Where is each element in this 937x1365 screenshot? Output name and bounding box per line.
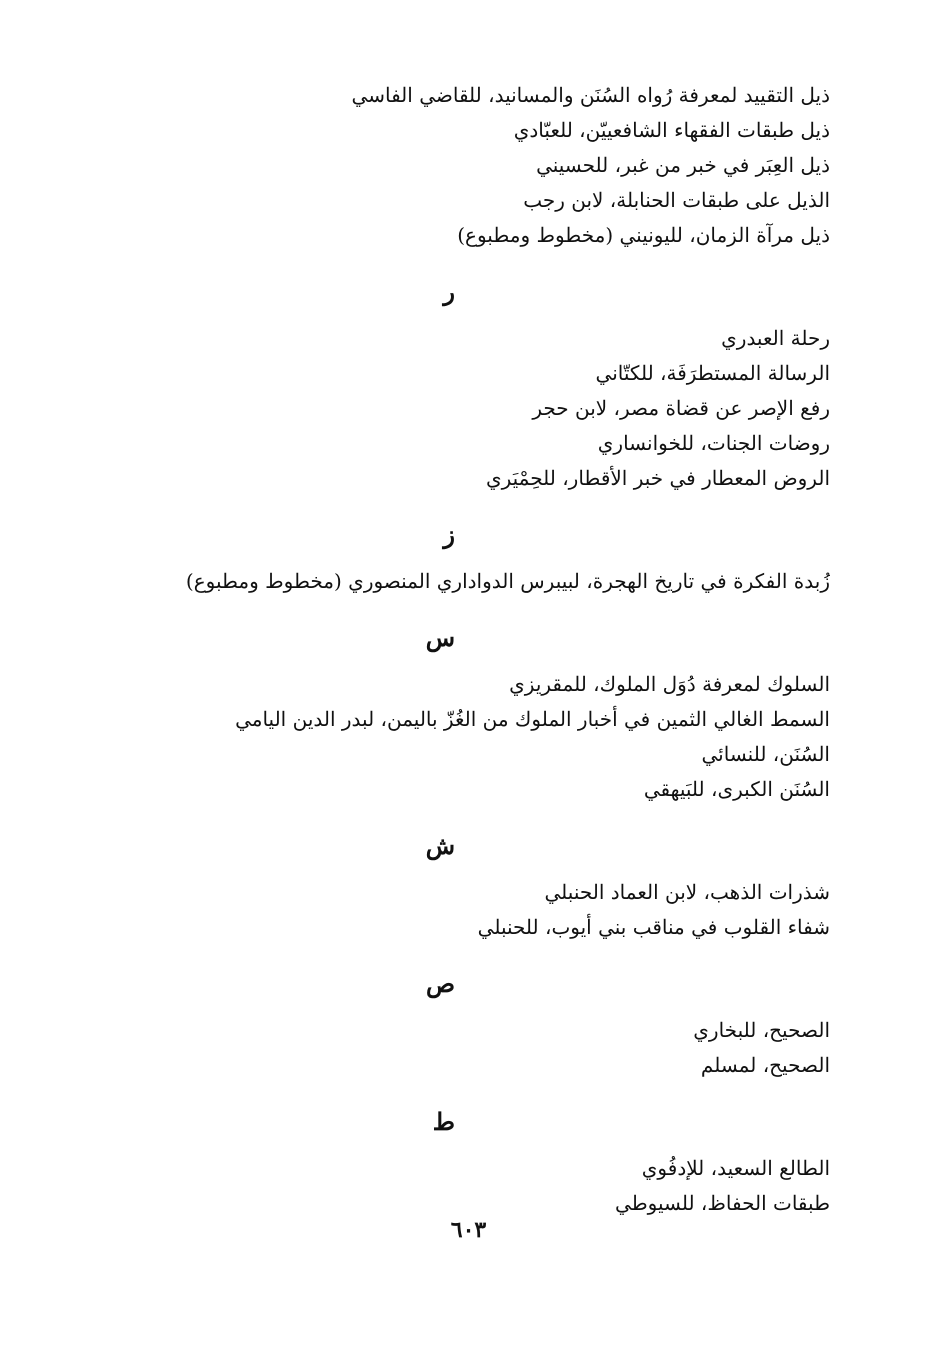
- section-zay: [150, 496, 830, 599]
- list-item: طبقات الحفاظ، للسيوطي: [615, 1191, 830, 1215]
- list-item: روضات الجنات، للخوانساري: [597, 431, 830, 455]
- section-dhal: [150, 78, 830, 253]
- list-item: السلوك لمعرفة دُوَل الملوك، للمقريزي: [509, 672, 830, 696]
- list-item: رفع الإصر عن قضاة مصر، لابن حجر: [532, 396, 830, 420]
- section-letter-heading: ط: [432, 1107, 455, 1136]
- section-letter-heading: ز: [443, 520, 455, 549]
- section-sin: [150, 599, 830, 807]
- list-item: ذيل مرآة الزمان، لليونيني (مخطوط ومطبوع): [457, 223, 830, 247]
- list-item: شذرات الذهب، لابن العماد الحنبلي: [544, 880, 830, 904]
- list-item: ذيل طبقات الفقهاء الشافعييّن، للعبّادي: [513, 118, 830, 142]
- list-item: الصحيح، لمسلم: [700, 1053, 830, 1077]
- page-number: ٦٠٣: [450, 1217, 487, 1243]
- section-ta: [150, 1083, 830, 1221]
- section-letter-heading: ص: [425, 969, 455, 998]
- list-item: رحلة العبدري: [721, 326, 830, 350]
- list-item: الذيل على طبقات الحنابلة، لابن رجب: [523, 188, 830, 212]
- list-item: ذيل العِبَر في خبر من غبر، للحسيني: [536, 153, 830, 177]
- section-ra: [150, 253, 830, 496]
- section-shin: [150, 807, 830, 945]
- section-letter-heading: ش: [425, 831, 455, 860]
- section-letter-heading: س: [425, 623, 455, 652]
- list-item: الطالع السعيد، للإدفُوي: [641, 1156, 830, 1180]
- list-item: الصحيح، للبخاري: [693, 1018, 830, 1042]
- list-item: السُنَن، للنسائي: [701, 742, 830, 766]
- section-sad: [150, 945, 830, 1083]
- list-item: زُبدة الفكرة في تاريخ الهجرة، لبيبرس الدواداري المنصوري (مخطوط ومطبوع): [185, 569, 830, 593]
- list-item: الرسالة المستطرَفَة، للكتّاني: [595, 361, 830, 385]
- section-letter-heading: ر: [443, 277, 455, 306]
- list-item: شفاء القلوب في مناقب بني أيوب، للحنبلي: [477, 915, 830, 939]
- list-item: السُنَن الكبرى، للبَيهقي: [643, 777, 830, 801]
- list-item: الروض المعطار في خبر الأقطار، للحِمْيَري: [485, 466, 830, 490]
- bibliography-list: [150, 78, 830, 1221]
- list-item: ذيل التقييد لمعرفة رُواه السُنَن والمسانيد، للقاضي الفاسي: [351, 83, 830, 107]
- list-item: السمط الغالي الثمين في أخبار الملوك من الغُزّ باليمن، لبدر الدين اليامي: [235, 707, 830, 731]
